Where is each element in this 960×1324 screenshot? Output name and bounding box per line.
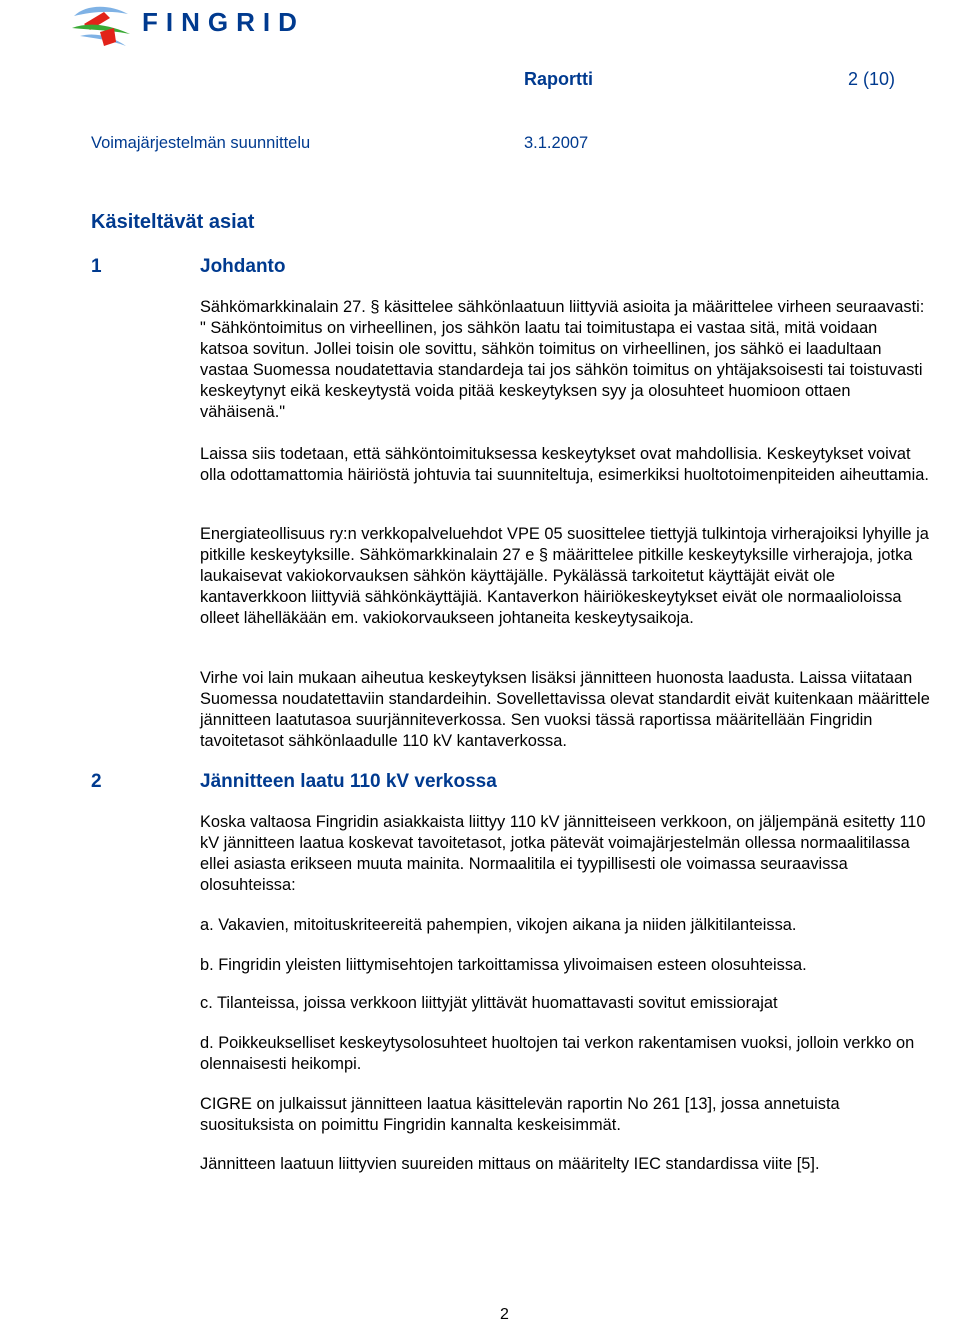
document-date: 3.1.2007	[524, 134, 589, 152]
paragraph-service-terms: Energiateollisuus ry:n verkkopalveluehdot VPE 05 suosittelee tiettyjä tulkintoja virherajoiksi lyhyille ja pitkille keskeytyksille. Sähkömarkkinalain 27 e § määrittelee pitkille keskeytyksille virherajoja, jotka laukaisevat vakiokorvauksen sähkön käyttäjälle. Pykälässä tarkoitetut käyttäjät eivät ole kantaverkkoon liittyviä sähkönkäyttäjiä. Kantaverkon häiriökeskeytykset eivät ole normaalioloissa olleet lähelläkään em. vakiokorvaukseen johtaneita keskeytysaikoja.	[200, 525, 929, 627]
section-1-number: 1	[91, 256, 102, 277]
report-label: Raportti	[524, 69, 593, 89]
section-1-title: Johdanto	[200, 256, 286, 277]
footer-page-number: 2	[500, 1306, 509, 1323]
logo-text: FINGRID	[142, 7, 305, 37]
department-label: Voimajärjestelmän suunnittelu	[91, 134, 311, 152]
paragraph-110kv-targets: Koska valtaosa Fingridin asiakkaista liittyy 110 kV jännitteiseen verkkoon, on jäljempänä esitetty 110 kV jännitteen laatua koskevat tavoitetasot, jotka pätevät voimajärjestelmän ollessa normaalitilassa ellei asiasta erikseen muuta mainita. Normaalitila ei tyypillisesti ole voimassa seuraavissa olosuhteissa:	[200, 813, 926, 894]
paragraph-law-definition: Sähkömarkkinalain 27. § käsittelee sähkönlaatuun liittyviä asioita ja määrittelee virheen seuraavasti: " Sähköntoimitus on virheellinen, jos sähkön laatu tai toimitustapa ei vastaa sitä, mitä voidaan katsoa sovitun. Jollei toisin ole sovittu, sähkön toimitus on virheellinen, jos sähkö ei laadultaan vastaa Suomessa noudatettavia standardeja tai jos sähkön toimitus on yhtäjaksoisesti tai toistuvasti keskeytynyt eikä keskeytystä voida pitää keskeytyksen syy ja olosuhteet huomioon ottaen vähäisenä."	[200, 298, 925, 421]
paragraph-interruptions: Laissa siis todetaan, että sähköntoimituksessa keskeytykset ovat mahdollisia. Keskeytykset voivat olla odottamattomia häiriöstä johtuvia tai suunniteltuja, esimerkiksi huoltotoimenpiteiden aiheuttamia.	[200, 445, 929, 484]
paragraph-voltage-quality: Virhe voi lain mukaan aiheutua keskeytyksen lisäksi jännitteen huonosta laadusta. Laissa viitataan Suomessa noudatettaviin standardeihin. Sovellettavissa olevat standardit eivät kuitenkaan määrittele jännitteen laatutasoa suurjänniteverkossa. Sen vuoksi tässä raportissa määritellään Fingridin tavoitetasot sähkönlaadulle 110 kV kantaverkossa.	[200, 669, 930, 750]
list-item-b: b. Fingridin yleisten liittymisehtojen tarkoittamissa ylivoimaisen esteen olosuhteissa.	[200, 956, 807, 974]
fingrid-logo	[70, 2, 305, 50]
page-title: Käsiteltävät asiat	[91, 211, 255, 233]
paragraph-cigre: CIGRE on julkaissut jännitteen laatua käsittelevän raportin No 261 [13], jossa annetuista suosituksista on poimittu Fingridin kannalta keskeisimmät.	[200, 1095, 840, 1134]
page-indicator: 2 (10)	[848, 69, 896, 89]
section-2-title: Jännitteen laatu 110 kV verkossa	[200, 771, 497, 792]
list-item-d: d. Poikkeukselliset keskeytysolosuhteet huoltojen tai verkon rakentamisen vuoksi, jolloin verkko on olennaisesti heikompi.	[200, 1034, 915, 1073]
paragraph-iec: Jännitteen laatuun liittyvien suureiden mittaus on määritelty IEC standardissa viite [5].	[200, 1155, 820, 1173]
section-2-number: 2	[91, 771, 102, 792]
list-item-c: c. Tilanteissa, joissa verkkoon liittyjät ylittävät huomattavasti sovitut emissiorajat	[200, 994, 778, 1012]
list-item-a: a. Vakavien, mitoituskriteereitä pahempien, vikojen aikana ja niiden jälkitilanteissa.	[200, 916, 797, 934]
logo-mark-icon	[70, 2, 140, 50]
